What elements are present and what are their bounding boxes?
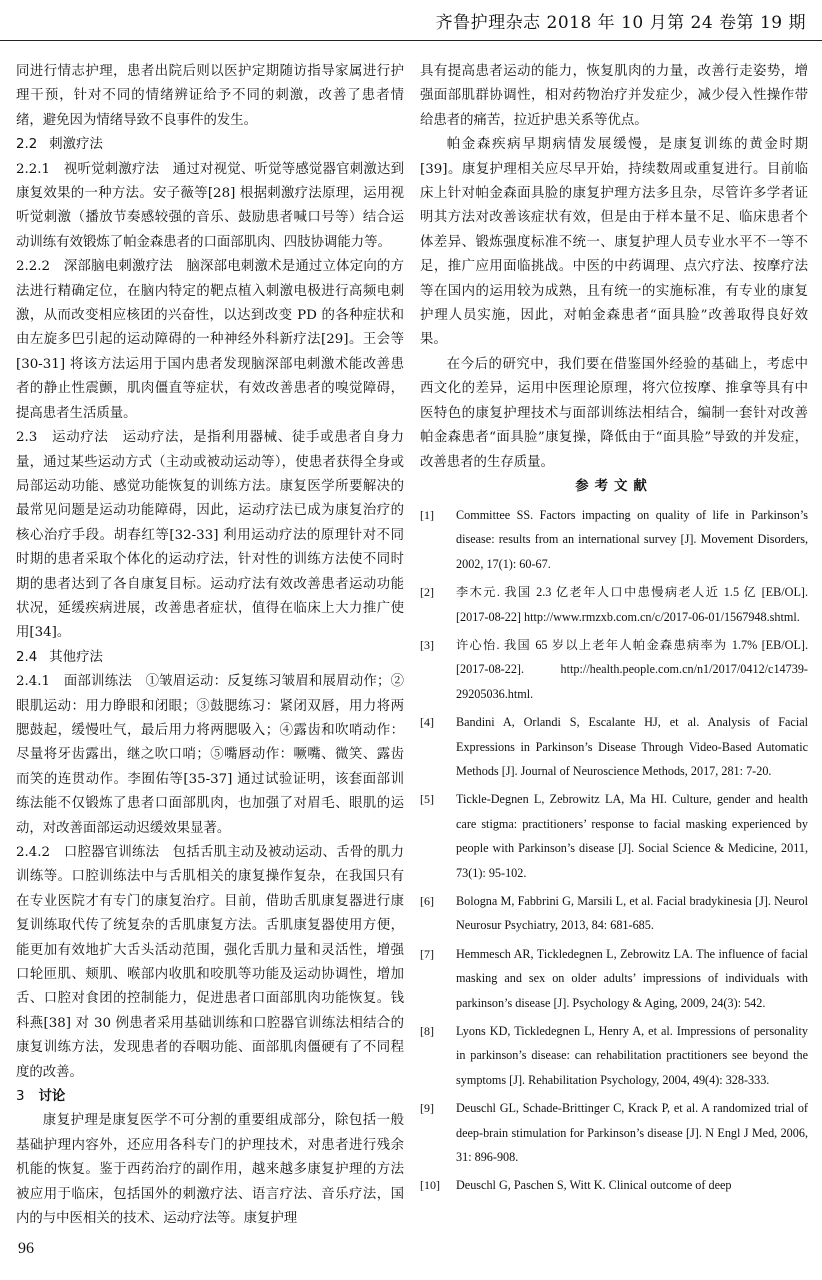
- section-2-2-heading: [16, 133, 404, 157]
- section-3-heading: [16, 1085, 404, 1109]
- header-rule: [0, 40, 822, 41]
- reference-text: 李木元. 我国 2.3 亿老年人口中患慢病老人近 1.5 亿 [EB/OL]. [2017-08-22] http://www.rmzxb.com.cn/c/2017-06-01/1567948.shtml.: [456, 585, 808, 624]
- reference-number: [2]: [420, 585, 434, 600]
- reference-item: [420, 889, 808, 938]
- reference-text: Deuschl GL, Schade-Brittinger C, Krack P, et al. A randomized trial of deep-brain stimulation for Parkinson’s disease [J]. N Engl J Med, 2006, 31: 896-908.: [456, 1101, 808, 1165]
- reference-text: Tickle-Degnen L, Zebrowitz LA, Ma HI. Culture, gender and health care stigma: practitioners’ response to facial masking experienced by people with Parkinson’s disease [J]. Social Science & Medicine, 2011, 73(1): 95-102.: [456, 792, 808, 880]
- discussion-paragraph-2: 帕金森疾病早期病情发展缓慢，是康复训练的黄金时期[39]。康复护理相关应尽早开始，持续数周或重复进行。目前临床上针对帕金森面具脸的康复护理方法多且杂，尽管许多学者证明其方法对改善该症状有效，但是由于样本量不足、临床患者个体差异、锻炼强度标准不统一、康复护理人员专业水平不一等不足，推广应用面临挑战。中医的中药调理、点穴疗法、按摩疗法等在国内的运用较为成熟，且有统一的实施标准，有专业的康复护理人员实施，因此，对帕金森患者“面具脸”改善取得良好效果。: [420, 137, 808, 348]
- page-number: 96: [18, 1240, 34, 1257]
- right-column: [420, 60, 808, 1202]
- reference-number: [3]: [420, 637, 434, 652]
- section-number: 2.2: [16, 137, 38, 153]
- reference-number: [6]: [420, 894, 434, 908]
- journal-header: [0, 0, 822, 52]
- section-title: 刺激疗法: [49, 137, 103, 153]
- reference-item: [420, 633, 808, 706]
- references-heading: 参考文献: [575, 478, 653, 494]
- section-2-4-2: 2.4.2 口腔器官训练法 包括舌肌主动及被动运动、舌骨的肌力训练等。口腔训练法中与舌肌相关的康复操作复杂，在我国只有在专业医院才有专门的康复治疗。目前，借助舌肌康复器进行康复训练取代传了统复杂的舌肌康复方法。舌肌康复器使用方便，能更加有效地扩大舌头活动范围，强化舌肌力量和灵活性，增强口轮匝肌、颊肌、喉部内收肌和咬肌等功能及运动协调性，增加舌、口腔对食团的控制能力，促进患者口面部肌肉功能恢复。钱科燕[38] 对 30 例患者采用基础训练和口腔器官训练法相结合的康复训练方法，发现患者的吞咽功能、面部肌肉僵硬有了不同程度的改善。: [16, 845, 404, 1080]
- reference-number: [5]: [420, 792, 434, 807]
- intro-paragraph: 同进行情志护理，患者出院后则以医护定期随访指导家属进行护理干预，针对不同的情绪辨证给予不同的刺激，改善了患者情绪，避免因为情绪导致不良事件的发生。: [16, 64, 404, 128]
- reference-number: [7]: [420, 946, 434, 961]
- section-2-3: 2.3 运动疗法 运动疗法，是指利用器械、徒手或患者自身力量，通过某些运动方式（主动或被动运动等），使患者获得全身或局部运动功能、感觉功能恢复的训练方法。康复医学所要解决的最常见问题是运动功能障碍，因此，运动疗法已成为康复治疗的核心治疗手段。胡春红等[32-33] 利用运动疗法的原理针对不同时期的患者采取个体化的运动疗法，针对性的训练方法使不同时期的患者达到了各自康复目标。运动疗法有效改善患者运动功能状况，延缓疾病进展，改善患者症状，值得在临床上大力推广使用[34]。: [16, 430, 404, 641]
- reference-text: Lyons KD, Tickledegnen L, Henry A, et al. Impressions of personality in parkinson’s disease: can rehabilitation practitioners see beyond the symptoms [J]. Rehabilitation Psychology, 2004, 49(4): 328-333.: [456, 1024, 808, 1087]
- reference-item: [420, 1173, 808, 1197]
- discussion-continued: 具有提高患者运动的能力，恢复肌肉的力量，改善行走姿势，增强面部肌群协调性，相对药物治疗并发症少，减少侵入性操作带给患者的痛苦，拉近护患关系等优点。: [420, 64, 808, 128]
- reference-item: [420, 1096, 808, 1169]
- reference-number: [1]: [420, 507, 434, 522]
- reference-text: Deuschl G, Paschen S, Witt K. Clinical outcome of deep: [456, 1178, 732, 1193]
- reference-text: 许心怡. 我国 65 岁以上老年人帕金森患病率为 1.7% [EB/OL]. [2017-08-22]. http://health.people.com.cn/n1/2017/0412/c14739-29205036.html.: [456, 637, 808, 701]
- section-number: 3: [16, 1089, 25, 1105]
- reference-text: Committee SS. Factors impacting on quality of life in Parkinson’s disease: results from an international survey [J]. Movement Disorders, 2002, 17(1): 60-67.: [456, 507, 808, 571]
- discussion-paragraph-3: 在今后的研究中，我们要在借鉴国外经验的基础上，考虑中西文化的差异，运用中医理论原理，将穴位按摩、推拿等具有中医特色的康复护理技术与面部训练法相结合，编制一套针对改善帕金森患者“面具脸”康复操，降低由于“面具脸”导致的并发症，改善患者的生存质量。: [420, 356, 808, 470]
- reference-text: Bandini A, Orlandi S, Escalante HJ, et al. Analysis of Facial Expressions in Parkinson’s Disease Through Video-Based Automatic Methods [J]. Journal of Neuroscience Methods, 2017, 281: 7-20.: [456, 715, 808, 778]
- reference-item: [420, 1019, 808, 1092]
- section-2-4-heading: [16, 646, 404, 670]
- reference-number: [4]: [420, 715, 434, 730]
- reference-item: [420, 787, 808, 885]
- reference-number: [8]: [420, 1024, 434, 1039]
- reference-item: [420, 580, 808, 629]
- discussion-paragraph: 康复护理是康复医学不可分割的重要组成部分，除包括一般基础护理内容外，还应用各科专门的护理技术，对患者进行残余机能的恢复。鉴于西药治疗的副作用，越来越多康复护理的方法被应用于临床，包括国外的刺激疗法、语言疗法、音乐疗法，国内的与中医相关的技术、运动疗法等。康复护理: [16, 1113, 404, 1227]
- section-2-2-2: 2.2.2 深部脑电刺激疗法 脑深部电刺激术是通过立体定向的方法进行精确定位，在脑内特定的靶点植入刺激电极进行高频电刺激，从而改变相应核团的兴奋性，以达到改变 PD 的各种症状和由左旋多巴引起的运动障碍的一种神经外科新疗法[29]。王会等[30-31] 将该方法运用于国内患者发现脑深部电刺激术能改善患者的静止性震颤，肌肉僵直等症状，有效改善患者的嗅觉障碍，提高患者生活质量。: [16, 259, 404, 421]
- reference-item: [420, 503, 808, 576]
- journal-title: 齐鲁护理杂志 2018 年 10 月第 24 卷第 19 期: [435, 13, 806, 33]
- left-column: [16, 60, 404, 1232]
- section-title: 其他疗法: [49, 649, 103, 665]
- section-2-4-1: 2.4.1 面部训练法 ①皱眉运动：反复练习皱眉和展眉动作；②眼肌运动：用力睁眼和闭眼；③鼓腮练习：紧闭双唇，用力将两腮鼓起，缓慢吐气，最后用力将两腮吸入；④露齿和吹哨动作：尽量将牙齿露出，继之吹口哨；⑤嘴唇动作：噘嘴、微笑、露齿而笑的连贯动作。李囿佑等[35-37] 通过试验证明，该套面部训练法能不仅锻炼了患者口面部肌肉，也加强了对眉毛、眼肌的运动，对改善面部运动迟缓效果显著。: [16, 674, 404, 836]
- section-number: 2.4: [16, 649, 38, 665]
- reference-item: [420, 710, 808, 783]
- reference-number: [10]: [420, 1178, 440, 1193]
- section-title: 讨论: [38, 1089, 66, 1105]
- reference-item: [420, 942, 808, 1015]
- section-2-2-1: 2.2.1 视听觉刺激疗法 通过对视觉、听觉等感觉器官刺激达到康复效果的一种方法。安子薇等[28] 根据刺激疗法原理，运用视听觉刺激（播放节奏感较强的音乐、鼓励患者喊口号等）结合运动训练有效锻炼了帕金森患者的口面部肌肉、四肢协调能力等。: [16, 161, 404, 250]
- reference-text: Bologna M, Fabbrini G, Marsili L, et al. Facial bradykinesia [J]. Neurol Neurosur Psychiatry, 2013, 84: 681-685.: [456, 894, 808, 933]
- reference-text: Hemmesch AR, Tickledegnen L, Zebrowitz LA. The influence of facial masking and sex on older adults’ impressions of individuals with parkinson’s disease [J]. Psychology & Aging, 2009, 24(3): 542.: [456, 946, 808, 1010]
- reference-number: [9]: [420, 1101, 434, 1116]
- reference-list: [420, 503, 808, 1198]
